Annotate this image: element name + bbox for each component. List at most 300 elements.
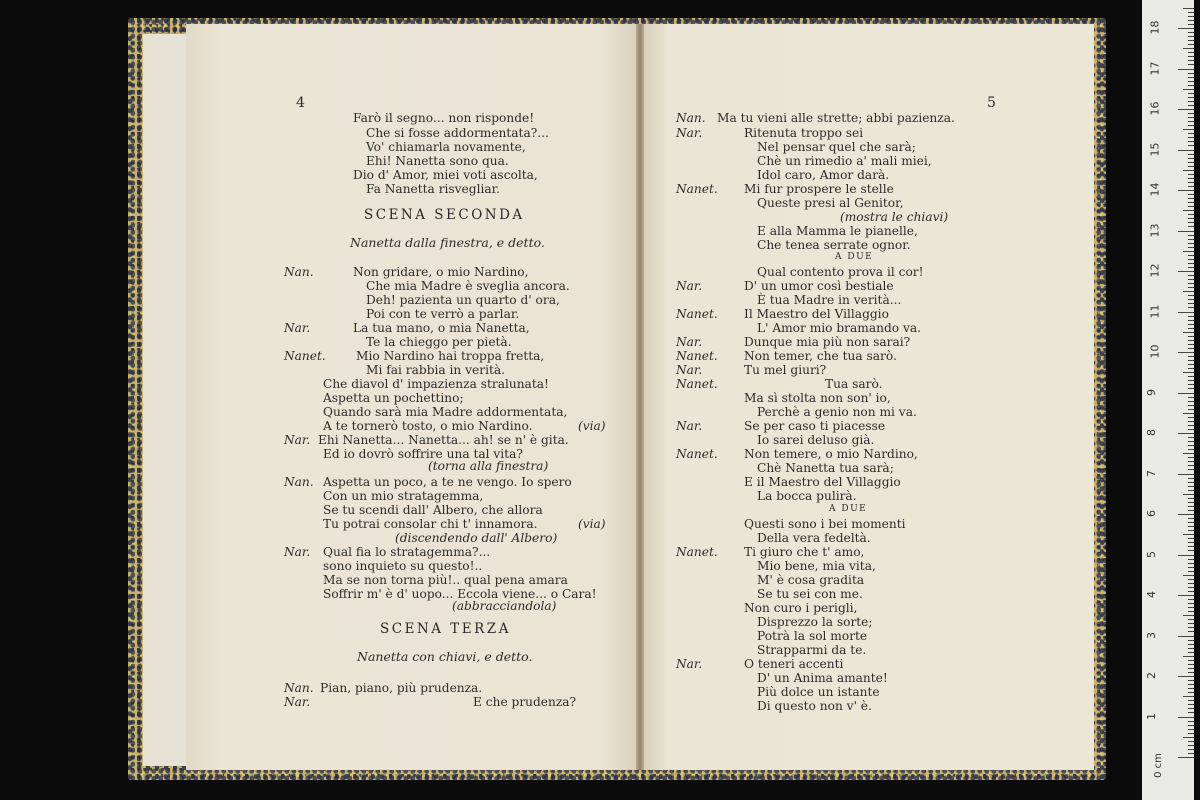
ruler-tick (1188, 316, 1194, 317)
ruler-tick (1178, 636, 1194, 637)
ruler-tick (1178, 595, 1194, 596)
verse-line: Questi sono i bei momenti (744, 517, 906, 531)
ruler-tick (1188, 388, 1194, 389)
verse-line: Ed io dovrò soffrire una tal vita? (323, 447, 523, 461)
verse-line: Della vera fedeltà. (757, 531, 871, 545)
verse-line: Quando sarà mia Madre addormentata, (323, 405, 568, 419)
ruler-tick (1178, 69, 1194, 70)
verse-line: D' un umor così bestiale (744, 279, 894, 293)
ruler-tick (1188, 348, 1194, 349)
ruler-tick (1188, 56, 1194, 57)
speaker-label: Nar. (284, 321, 311, 335)
ruler-tick (1188, 652, 1194, 653)
ruler-tick (1188, 437, 1194, 438)
ruler-tick (1178, 190, 1194, 191)
ruler-tick (1188, 421, 1194, 422)
stage-direction: (via) (578, 419, 606, 433)
speaker-label: Nan. (676, 111, 706, 125)
verse-line: Mio Nardino hai troppa fretta, (356, 349, 545, 363)
verse-line: Se per caso ti piacesse (744, 419, 886, 433)
ruler-tick (1188, 461, 1194, 462)
ruler-number: 1 (1145, 712, 1158, 720)
ruler-tick (1188, 73, 1194, 74)
ruler-tick (1188, 287, 1194, 288)
ruler-tick (1188, 680, 1194, 681)
verse-line: Soffrir m' è d' uopo... Eccola viene... o Cara! (323, 587, 597, 601)
ruler-tick (1183, 251, 1194, 252)
verse-line: Nel pensar quel che sarà; (757, 140, 916, 154)
ruler-tick (1188, 60, 1194, 61)
ruler-tick (1178, 150, 1194, 151)
verse-line: Ehi! Nanetta sono qua. (366, 154, 509, 168)
ruler-tick (1188, 275, 1194, 276)
ruler-tick (1188, 154, 1194, 155)
verse-line: Che diavol d' impazienza stralunata! (323, 377, 549, 391)
verse-line: Ti giuro che t' amo, (744, 545, 865, 559)
speaker-label: Nan. (284, 475, 314, 489)
ruler-tick (1188, 85, 1194, 86)
speaker-label: Nan. (284, 265, 314, 279)
verse-line: Chè un rimedio a' mali miei, (757, 154, 932, 168)
ruler-tick (1183, 48, 1194, 49)
stage-direction: (mostra le chiavi) (840, 210, 949, 224)
ruler-tick (1188, 16, 1194, 17)
ruler-tick (1188, 202, 1194, 203)
verse-line: Potrà la sol morte (757, 629, 868, 643)
ruler-tick (1188, 725, 1194, 726)
ruler-number: 8 (1145, 429, 1158, 436)
ruler-tick (1188, 490, 1194, 491)
ruler-tick (1188, 344, 1194, 345)
ruler-tick (1183, 737, 1194, 738)
speaker-label: Nar. (676, 335, 703, 349)
ruler-tick (1178, 433, 1194, 434)
verse-line: Qual fia lo stratagemma?... (323, 545, 491, 559)
ruler-number: 6 (1145, 510, 1158, 517)
ruler-tick (1188, 668, 1194, 669)
ruler-tick (1188, 522, 1194, 523)
ruler-tick (1188, 664, 1194, 665)
verse-line: La tua mano, o mia Nanetta, (353, 321, 530, 335)
ruler-tick (1188, 542, 1194, 543)
ruler-tick (1188, 186, 1194, 187)
a-due-marker: A DUE (829, 504, 868, 514)
ruler-tick (1183, 89, 1194, 90)
a-due-marker: A DUE (835, 252, 874, 262)
ruler-tick (1183, 615, 1194, 616)
ruler-tick (1188, 239, 1194, 240)
speaker-label: Nanet. (676, 377, 718, 391)
ruler-tick (1188, 607, 1194, 608)
ruler-tick (1183, 210, 1194, 211)
scene-subheading: Nanetta con chiavi, e detto. (357, 649, 533, 664)
ruler-number: 10 (1148, 344, 1162, 359)
verse-line: La bocca pulirà. (757, 489, 857, 503)
verse-line: Queste presi al Genitor, (757, 196, 904, 210)
stage-direction: (via) (578, 517, 606, 531)
verse-line: Più dolce un istante (757, 685, 880, 699)
ruler-number: 16 (1148, 101, 1162, 116)
verse-line: Non temer, che tua sarò. (744, 349, 897, 363)
ruler-tick (1178, 312, 1194, 313)
ruler-tick (1188, 619, 1194, 620)
verse-line: Che mia Madre è sveglia ancora. (366, 279, 570, 293)
verse-line: Se tu scendi dall' Albero, che allora (323, 503, 543, 517)
ruler-tick (1188, 623, 1194, 624)
speaker-label: Nar. (676, 126, 703, 140)
ruler-tick (1188, 81, 1194, 82)
verse-line: Qual contento prova il cor! (757, 265, 924, 279)
ruler-number: 5 (1145, 550, 1158, 558)
ruler-tick (1188, 510, 1194, 511)
ruler-number: 7 (1145, 469, 1158, 477)
ruler-tick (1188, 611, 1194, 612)
ruler-tick (1178, 474, 1194, 475)
stage-direction: (torna alla finestra) (428, 459, 549, 473)
ruler-tick (1188, 599, 1194, 600)
ruler-tick (1188, 478, 1194, 479)
ruler-tick (1183, 696, 1194, 697)
ruler-number: 15 (1148, 142, 1162, 156)
ruler-tick (1188, 113, 1194, 114)
ruler-tick (1188, 214, 1194, 215)
ruler-tick (1188, 145, 1194, 146)
ruler-tick (1188, 44, 1194, 45)
verse-line: E che prudenza? (473, 695, 577, 709)
ruler-tick (1188, 733, 1194, 734)
ruler-tick (1183, 372, 1194, 373)
verse-line: Che si fosse addormentata?... (366, 126, 549, 140)
ruler-tick (1178, 231, 1194, 232)
ruler-tick (1188, 141, 1194, 142)
ruler-tick (1178, 109, 1194, 110)
book-gutter (636, 24, 644, 770)
ruler-tick (1188, 235, 1194, 236)
verse-line: Ehi Nanetta... Nanetta... ah! se n' è gita. (318, 433, 569, 447)
ruler-tick (1188, 753, 1194, 754)
ruler-number: 9 (1145, 388, 1158, 396)
verse-line: Vo' chiamarla novamente, (366, 140, 526, 154)
ruler-tick (1188, 583, 1194, 584)
speaker-label: Nar. (284, 545, 311, 559)
ruler-tick (1188, 603, 1194, 604)
ruler-tick (1188, 409, 1194, 410)
ruler-tick (1178, 717, 1194, 718)
ruler-tick (1188, 712, 1194, 713)
ruler-tick (1188, 303, 1194, 304)
speaker-label: Nanet. (676, 307, 718, 321)
ruler-tick (1188, 12, 1194, 13)
ruler-tick (1188, 376, 1194, 377)
ruler-tick (1188, 166, 1194, 167)
ruler-tick (1183, 291, 1194, 292)
page-number-left: 4 (296, 95, 305, 111)
ruler-tick (1188, 538, 1194, 539)
ruler-tick (1188, 93, 1194, 94)
ruler-tick (1188, 117, 1194, 118)
ruler-tick (1188, 360, 1194, 361)
ruler-tick (1188, 222, 1194, 223)
verse-line: Mi fur prospere le stelle (744, 182, 894, 196)
ruler-tick (1188, 279, 1194, 280)
verse-line: Dio d' Amor, miei voti ascolta, (353, 168, 538, 182)
ruler-tick (1188, 295, 1194, 296)
ruler-number: 11 (1148, 304, 1162, 318)
ruler-tick (1188, 457, 1194, 458)
ruler-tick (1188, 105, 1194, 106)
ruler-tick (1183, 332, 1194, 333)
ruler-number: 13 (1148, 223, 1162, 237)
verse-line: Mio bene, mia vita, (757, 559, 876, 573)
verse-line: M' è cosa gradita (757, 573, 865, 587)
ruler-tick (1188, 364, 1194, 365)
ruler-tick (1183, 8, 1194, 9)
verse-line: Pian, piano, più prudenza. (320, 681, 483, 695)
speaker-label: Nar. (676, 363, 703, 377)
ruler-tick (1188, 644, 1194, 645)
ruler-tick (1188, 101, 1194, 102)
verse-line: Fa Nanetta risvegliar. (366, 182, 500, 196)
verse-line: E il Maestro del Villaggio (744, 475, 901, 489)
ruler-tick (1188, 263, 1194, 264)
ruler-tick (1188, 40, 1194, 41)
ruler-tick (1188, 417, 1194, 418)
ruler-number: 4 (1145, 591, 1158, 598)
ruler-tick (1188, 32, 1194, 33)
verse-line: Deh! pazienta un quarto d' ora, (366, 293, 560, 307)
verse-line: Dunque mia più non sarai? (744, 335, 911, 349)
verse-line: Disprezzo la sorte; (757, 615, 873, 629)
verse-line: Ritenuta troppo sei (744, 126, 864, 140)
ruler-unit: 0 cm (1152, 753, 1164, 778)
verse-line: Non temere, o mio Nardino, (744, 447, 918, 461)
ruler-tick (1188, 121, 1194, 122)
ruler-number: 17 (1148, 61, 1162, 75)
speaker-label: Nanet. (284, 349, 326, 363)
verse-line: Ma tu vieni alle strette; abbi pazienza. (717, 111, 955, 125)
ruler-tick (1178, 757, 1194, 758)
ruler-tick (1188, 498, 1194, 499)
ruler-tick (1188, 320, 1194, 321)
ruler-tick (1188, 174, 1194, 175)
ruler-tick (1188, 384, 1194, 385)
speaker-label: Nanet. (676, 349, 718, 363)
ruler-tick (1188, 445, 1194, 446)
ruler-tick (1188, 247, 1194, 248)
ruler-tick (1188, 559, 1194, 560)
ruler-tick (1188, 741, 1194, 742)
verse-line: Tua sarò. (825, 377, 883, 391)
ruler-tick (1188, 627, 1194, 628)
ruler-tick (1188, 729, 1194, 730)
verse-line: Poi con te verrò a parlar. (366, 307, 520, 321)
ruler-tick (1178, 271, 1194, 272)
ruler-tick (1188, 692, 1194, 693)
ruler-tick (1188, 745, 1194, 746)
verse-line: Non curo i perigli, (744, 601, 858, 615)
speaker-label: Nanet. (676, 447, 718, 461)
ruler-tick (1188, 52, 1194, 53)
ruler-tick (1188, 267, 1194, 268)
ruler-tick (1188, 429, 1194, 430)
verse-line: Tu mel giuri? (744, 363, 827, 377)
verse-line: Ma se non torna più!.. qual pena amara (323, 573, 568, 587)
speaker-label: Nar. (676, 419, 703, 433)
ruler-tick (1188, 506, 1194, 507)
ruler-tick (1188, 425, 1194, 426)
verse-line: Strapparmi da te. (757, 643, 867, 657)
ruler-tick (1188, 684, 1194, 685)
page-number-right: 5 (987, 95, 996, 111)
ruler-tick (1188, 340, 1194, 341)
speaker-label: Nan. (284, 681, 314, 695)
ruler-tick (1188, 206, 1194, 207)
verse-line: Tu potrai consolar chi t' innamora. (323, 517, 538, 531)
ruler-tick (1188, 24, 1194, 25)
ruler-tick (1188, 380, 1194, 381)
ruler-tick (1188, 178, 1194, 179)
verse-line: A te tornerò tosto, o mio Nardino. (323, 419, 533, 433)
verse-line: Aspetta un poco, a te ne vengo. Io spero (323, 475, 572, 489)
ruler-tick (1188, 640, 1194, 641)
verse-line: O teneri accenti (744, 657, 844, 671)
ruler-tick (1188, 324, 1194, 325)
ruler-tick (1188, 182, 1194, 183)
ruler-tick (1188, 283, 1194, 284)
ruler-tick (1188, 546, 1194, 547)
verse-line: Mi fai rabbia in verità. (366, 363, 506, 377)
stage-direction: (abbracciandola) (452, 599, 557, 613)
ruler-tick (1188, 721, 1194, 722)
verse-line: L' Amor mio bramando va. (757, 321, 921, 335)
speaker-label: Nar. (284, 433, 311, 447)
ruler-tick (1188, 158, 1194, 159)
scene-subheading: Nanetta dalla finestra, e detto. (350, 235, 545, 250)
ruler-tick (1188, 567, 1194, 568)
ruler-tick (1188, 97, 1194, 98)
verse-line: Aspetta un pochettino; (323, 391, 464, 405)
ruler-tick (1178, 352, 1194, 353)
verse-line: Non gridare, o mio Nardino, (353, 265, 529, 279)
ruler-number: 12 (1148, 263, 1162, 278)
ruler-number: 18 (1148, 20, 1162, 35)
ruler-tick (1188, 563, 1194, 564)
ruler-tick (1183, 129, 1194, 130)
verse-line: Di questo non v' è. (757, 699, 872, 713)
ruler-tick (1188, 441, 1194, 442)
ruler-tick (1188, 401, 1194, 402)
verse-line: Perchè a genio non mi va. (757, 405, 917, 419)
ruler-tick (1188, 226, 1194, 227)
ruler-tick (1178, 393, 1194, 394)
ruler-tick (1178, 514, 1194, 515)
ruler-number: 3 (1145, 631, 1158, 639)
ruler-tick (1183, 170, 1194, 171)
ruler-tick (1188, 700, 1194, 701)
verse-line: Te la chieggo per pietà. (366, 335, 512, 349)
verse-line: Se tu sei con me. (757, 587, 863, 601)
ruler-tick (1188, 579, 1194, 580)
ruler-tick (1188, 299, 1194, 300)
scene-heading: SCENA TERZA (380, 621, 511, 637)
ruler-tick (1183, 575, 1194, 576)
ruler-tick (1188, 749, 1194, 750)
ruler-tick (1188, 571, 1194, 572)
ruler-tick (1188, 328, 1194, 329)
verse-line: Io sarei deluso già. (757, 433, 875, 447)
ruler-tick (1188, 218, 1194, 219)
ruler-tick (1188, 259, 1194, 260)
ruler-tick (1188, 518, 1194, 519)
verse-line: Con un mio stratagemma, (323, 489, 484, 503)
verse-line: D' un Anima amante! (757, 671, 888, 685)
ruler-tick (1188, 688, 1194, 689)
verse-line: Chè Nanetta tua sarà; (757, 461, 894, 475)
speaker-label: Nanet. (676, 545, 718, 559)
ruler-tick (1188, 704, 1194, 705)
ruler-tick (1188, 368, 1194, 369)
ruler-tick (1188, 587, 1194, 588)
ruler-tick (1183, 534, 1194, 535)
ruler-tick (1188, 708, 1194, 709)
ruler-tick (1188, 397, 1194, 398)
verse-line: Farò il segno... non risponde! (353, 111, 535, 125)
verse-line: E alla Mamma le pianelle, (757, 224, 918, 238)
ruler-tick (1178, 28, 1194, 29)
ruler-tick (1188, 672, 1194, 673)
ruler-tick (1188, 243, 1194, 244)
ruler-tick (1188, 125, 1194, 126)
ruler-tick (1188, 486, 1194, 487)
ruler-tick (1178, 676, 1194, 677)
ruler-tick (1188, 307, 1194, 308)
verse-line: Che tenea serrate ognor. (757, 238, 911, 252)
ruler-tick (1188, 502, 1194, 503)
ruler-tick (1188, 194, 1194, 195)
ruler-tick (1188, 36, 1194, 37)
ruler-tick (1183, 494, 1194, 495)
ruler-number: 14 (1148, 182, 1162, 197)
ruler-tick (1188, 648, 1194, 649)
speaker-label: Nar. (676, 657, 703, 671)
ruler-tick (1188, 482, 1194, 483)
speaker-label: Nar. (676, 279, 703, 293)
ruler-tick (1188, 465, 1194, 466)
ruler-tick (1188, 356, 1194, 357)
ruler-tick (1178, 555, 1194, 556)
ruler-tick (1188, 469, 1194, 470)
ruler-tick (1188, 449, 1194, 450)
ruler-tick (1183, 453, 1194, 454)
ruler-tick (1188, 631, 1194, 632)
ruler-tick (1188, 336, 1194, 337)
ruler-tick (1188, 526, 1194, 527)
ruler-tick (1188, 137, 1194, 138)
ruler-tick (1188, 20, 1194, 21)
ruler-tick (1188, 530, 1194, 531)
speaker-label: Nar. (284, 695, 311, 709)
ruler-tick (1188, 591, 1194, 592)
verse-line: Il Maestro del Villaggio (744, 307, 889, 321)
ruler-tick (1188, 77, 1194, 78)
ruler-tick (1188, 64, 1194, 65)
stage-direction: (discendendo dall' Albero) (395, 531, 558, 545)
ruler-tick (1188, 198, 1194, 199)
ruler-tick (1183, 656, 1194, 657)
ruler-tick (1188, 660, 1194, 661)
ruler-tick (1188, 550, 1194, 551)
ruler-tick (1188, 162, 1194, 163)
